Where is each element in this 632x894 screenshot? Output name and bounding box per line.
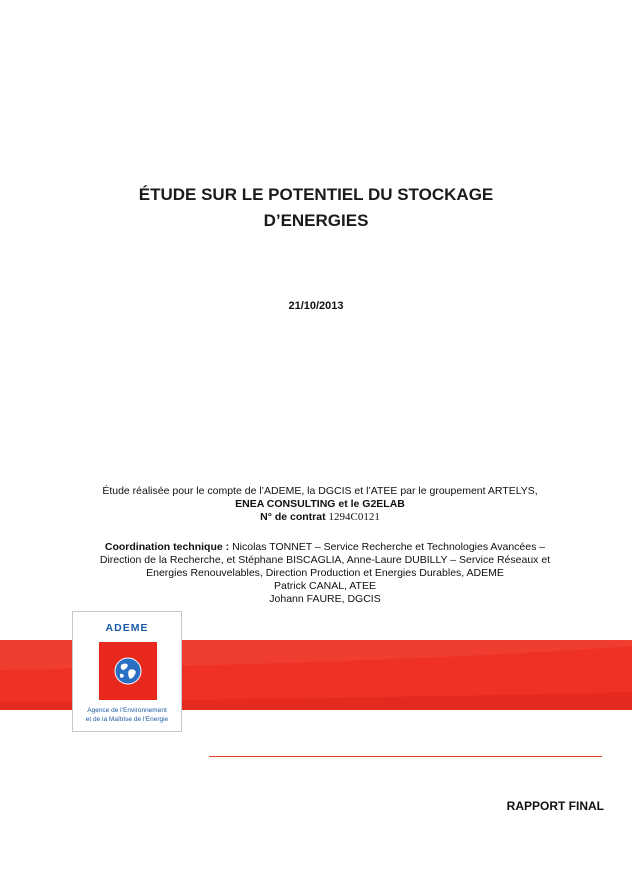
coordination-label: Coordination technique :	[104, 541, 230, 553]
coordination-line-4: Patrick CANAL, ATEE	[274, 580, 376, 592]
study-line-1: Étude réalisée pour le compte de l’ADEME, la DGCIS et l’ATEE par le groupement ARTELYS,	[102, 485, 538, 497]
coordination-info	[60, 541, 590, 606]
coordination-line-1	[60, 541, 590, 554]
contract-number: 1294C0121	[328, 511, 380, 523]
title-line-1: ÉTUDE SUR LE POTENTIEL DU STOCKAGE	[138, 185, 494, 204]
logo-red-square	[99, 642, 157, 700]
contract-line	[60, 511, 580, 524]
coordination-line-1-text: Nicolas TONNET – Service Recherche et Technologies Avancées –	[232, 541, 546, 553]
coordination-line-2: Direction de la Recherche, et Stéphane BISCAGLIA, Anne-Laure DUBILLY – Service Réseaux et	[99, 554, 551, 566]
title-line-2: D’ENERGIES	[263, 211, 369, 230]
logo-caption-line-2: et de la Maîtrise de l’Energie	[85, 716, 169, 723]
study-info	[60, 485, 580, 524]
coordination-line-5: Johann FAURE, DGCIS	[269, 593, 381, 605]
logo-name: ADEME	[105, 622, 149, 634]
document-date: 21/10/2013	[288, 300, 344, 312]
divider-line	[209, 756, 602, 757]
contract-label: N° de contrat	[260, 511, 326, 523]
logo-caption-line-1: Agence de l’Environnement	[87, 707, 167, 714]
ademe-logo	[72, 611, 182, 732]
study-line-2: ENEA CONSULTING et le G2ELAB	[235, 498, 405, 510]
globe-icon	[114, 657, 142, 685]
document-title	[0, 182, 632, 234]
logo-caption	[77, 706, 177, 724]
report-type: RAPPORT FINAL	[506, 799, 604, 813]
coordination-line-3: Energies Renouvelables, Direction Production et Energies Durables, ADEME	[146, 567, 504, 579]
